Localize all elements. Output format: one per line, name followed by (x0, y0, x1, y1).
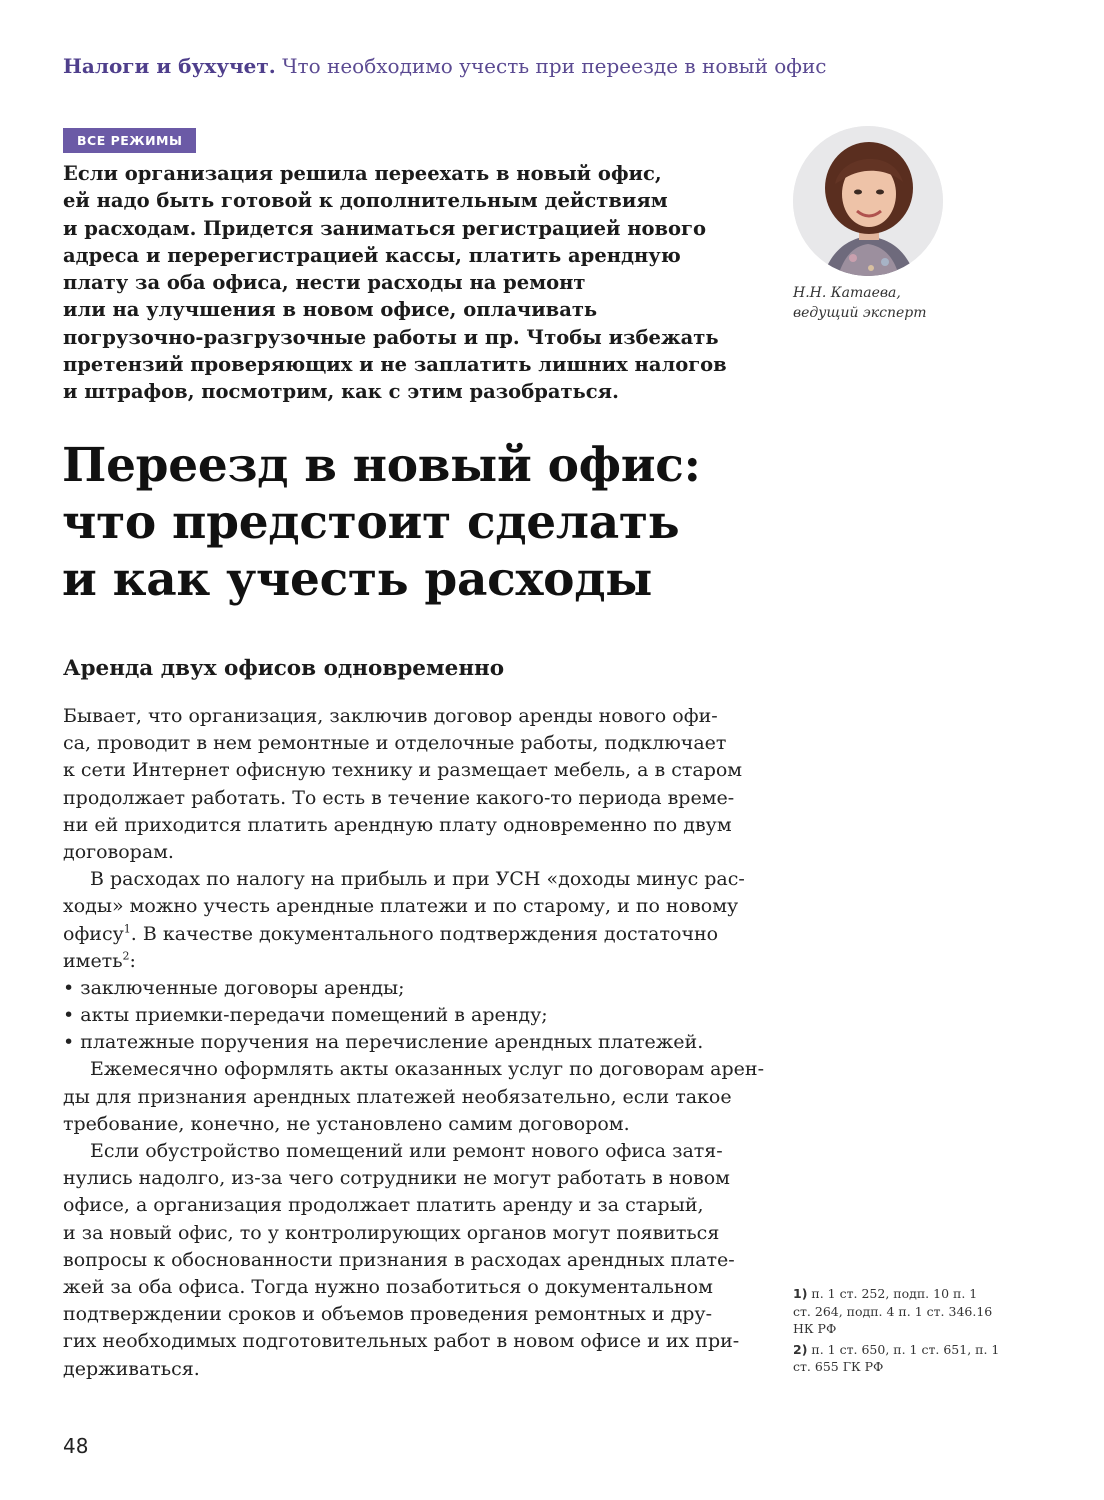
lead-line: плату за оба офиса, нести расходы на ремонт (63, 271, 586, 295)
article-title (62, 437, 701, 608)
footnote-1 (793, 1285, 1023, 1338)
lead-line: Если организация решила переехать в новый офис, (63, 162, 662, 185)
running-header (63, 54, 826, 78)
body-line: Бывает, что организация, заключив договор аренды нового офи- (63, 705, 718, 727)
author-portrait-image (793, 126, 943, 276)
footnote-ref-1: 1 (123, 922, 131, 936)
bullet-item: • платежные поручения на перечисление арендных платежей. (63, 1031, 704, 1054)
body-line (63, 948, 743, 975)
article-body (63, 703, 764, 1383)
body-line: гих необходимых подготовительных работ в новом офисе и их при- (63, 1330, 740, 1353)
title-line: что предстоит сделать (62, 495, 680, 550)
body-text: : (129, 949, 136, 972)
body-line: и за новый офис, то у контролирующих органов могут появиться (63, 1221, 720, 1244)
title-line: Переезд в новый офис: (62, 438, 701, 493)
footnote-ref-2: 2 (122, 949, 130, 963)
body-line: нулись надолго, из-за чего сотрудники не могут работать в новом (63, 1167, 730, 1190)
lead-line: погрузочно-разгрузочные работы и пр. Чтобы избежать (63, 325, 719, 349)
body-line: требование, конечно, не установлено самим договором. (63, 1112, 630, 1135)
regime-badge: ВСЕ РЕЖИМЫ (63, 128, 196, 153)
body-line: ходы» можно учесть арендные платежи и по старому, и по новому (63, 895, 739, 918)
body-text: иметь (63, 949, 123, 972)
body-line: договорам. (63, 840, 174, 863)
header-section: Налоги и бухучет. (63, 54, 276, 78)
body-line: ды для признания арендных платежей необязательно, если такое (63, 1085, 732, 1108)
body-line: ни ей приходится платить арендную плату одновременно по двум (63, 813, 732, 836)
body-line: продолжает работать. То есть в течение какого-то периода време- (63, 786, 735, 809)
footnote-number: 2) (793, 1341, 808, 1357)
author-name: Н.Н. Катаева, (793, 285, 901, 301)
title-line: и как учесть расходы (62, 552, 653, 607)
lead-line: адреса и перерегистрацией кассы, платить арендную (63, 243, 681, 267)
author-caption (793, 283, 927, 323)
bullet-item: • заключенные договоры аренды; (63, 976, 405, 999)
footnote-number: 1) (793, 1286, 808, 1301)
body-line: са, проводит в нем ремонтные и отделочные работы, подключает (63, 732, 727, 755)
author-role: ведущий эксперт (793, 305, 927, 321)
author-photo (793, 126, 943, 276)
lead-paragraph (63, 160, 753, 406)
bullet-item: • акты приемки-передачи помещений в аренду; (63, 1004, 548, 1027)
lead-line: или на улучшения в новом офисе, оплачивать (63, 298, 598, 322)
lead-line: ей надо быть готовой к дополнительным действиям (63, 189, 668, 213)
footnote-2 (793, 1341, 1023, 1376)
lead-line: и расходам. Придется заниматься регистрацией нового (63, 216, 707, 240)
lead-line: и штрафов, посмотрим, как с этим разобраться. (63, 380, 619, 404)
body-line: держиваться. (63, 1357, 200, 1380)
body-line (63, 921, 743, 948)
footnote-text: ст. 264, подп. 4 п. 1 ст. 346.16 (793, 1303, 993, 1319)
footnotes (793, 1285, 1023, 1379)
body-line: вопросы к обоснованности признания в расходах арендных плате- (63, 1248, 735, 1271)
lead-line: претензий проверяющих и не заплатить лишних налогов (63, 353, 727, 377)
body-text: офису (63, 922, 124, 945)
body-line: Если обустройство помещений или ремонт нового офиса затя- (90, 1140, 723, 1162)
footnote-text: НК РФ (793, 1321, 837, 1336)
page-number: 48 (63, 1434, 89, 1458)
body-line: офисе, а организация продолжает платить аренду и за старый, (63, 1194, 704, 1217)
body-text: . В качестве документального подтверждения достаточно (130, 922, 719, 945)
body-line: жей за оба офиса. Тогда нужно позаботиться о документальном (63, 1275, 713, 1298)
body-line: к сети Интернет офисную технику и размещает мебель, а в старом (63, 759, 743, 782)
body-line: подтверждении сроков и объемов проведения ремонтных и дру- (63, 1303, 713, 1326)
body-line: Ежемесячно оформлять акты оказанных услуг по договорам арен- (90, 1058, 764, 1081)
section-heading: Аренда двух офисов одновременно (63, 656, 505, 681)
header-subtitle: Что необходимо учесть при переезде в новый офис (282, 54, 827, 78)
body-line: В расходах по налогу на прибыль и при УСН «доходы минус рас- (90, 868, 745, 891)
footnote-text: п. 1 ст. 252, подп. 10 п. 1 (811, 1286, 978, 1301)
footnote-text: п. 1 ст. 650, п. 1 ст. 651, п. 1 (811, 1341, 1000, 1357)
footnote-text: ст. 655 ГК РФ (793, 1359, 884, 1374)
